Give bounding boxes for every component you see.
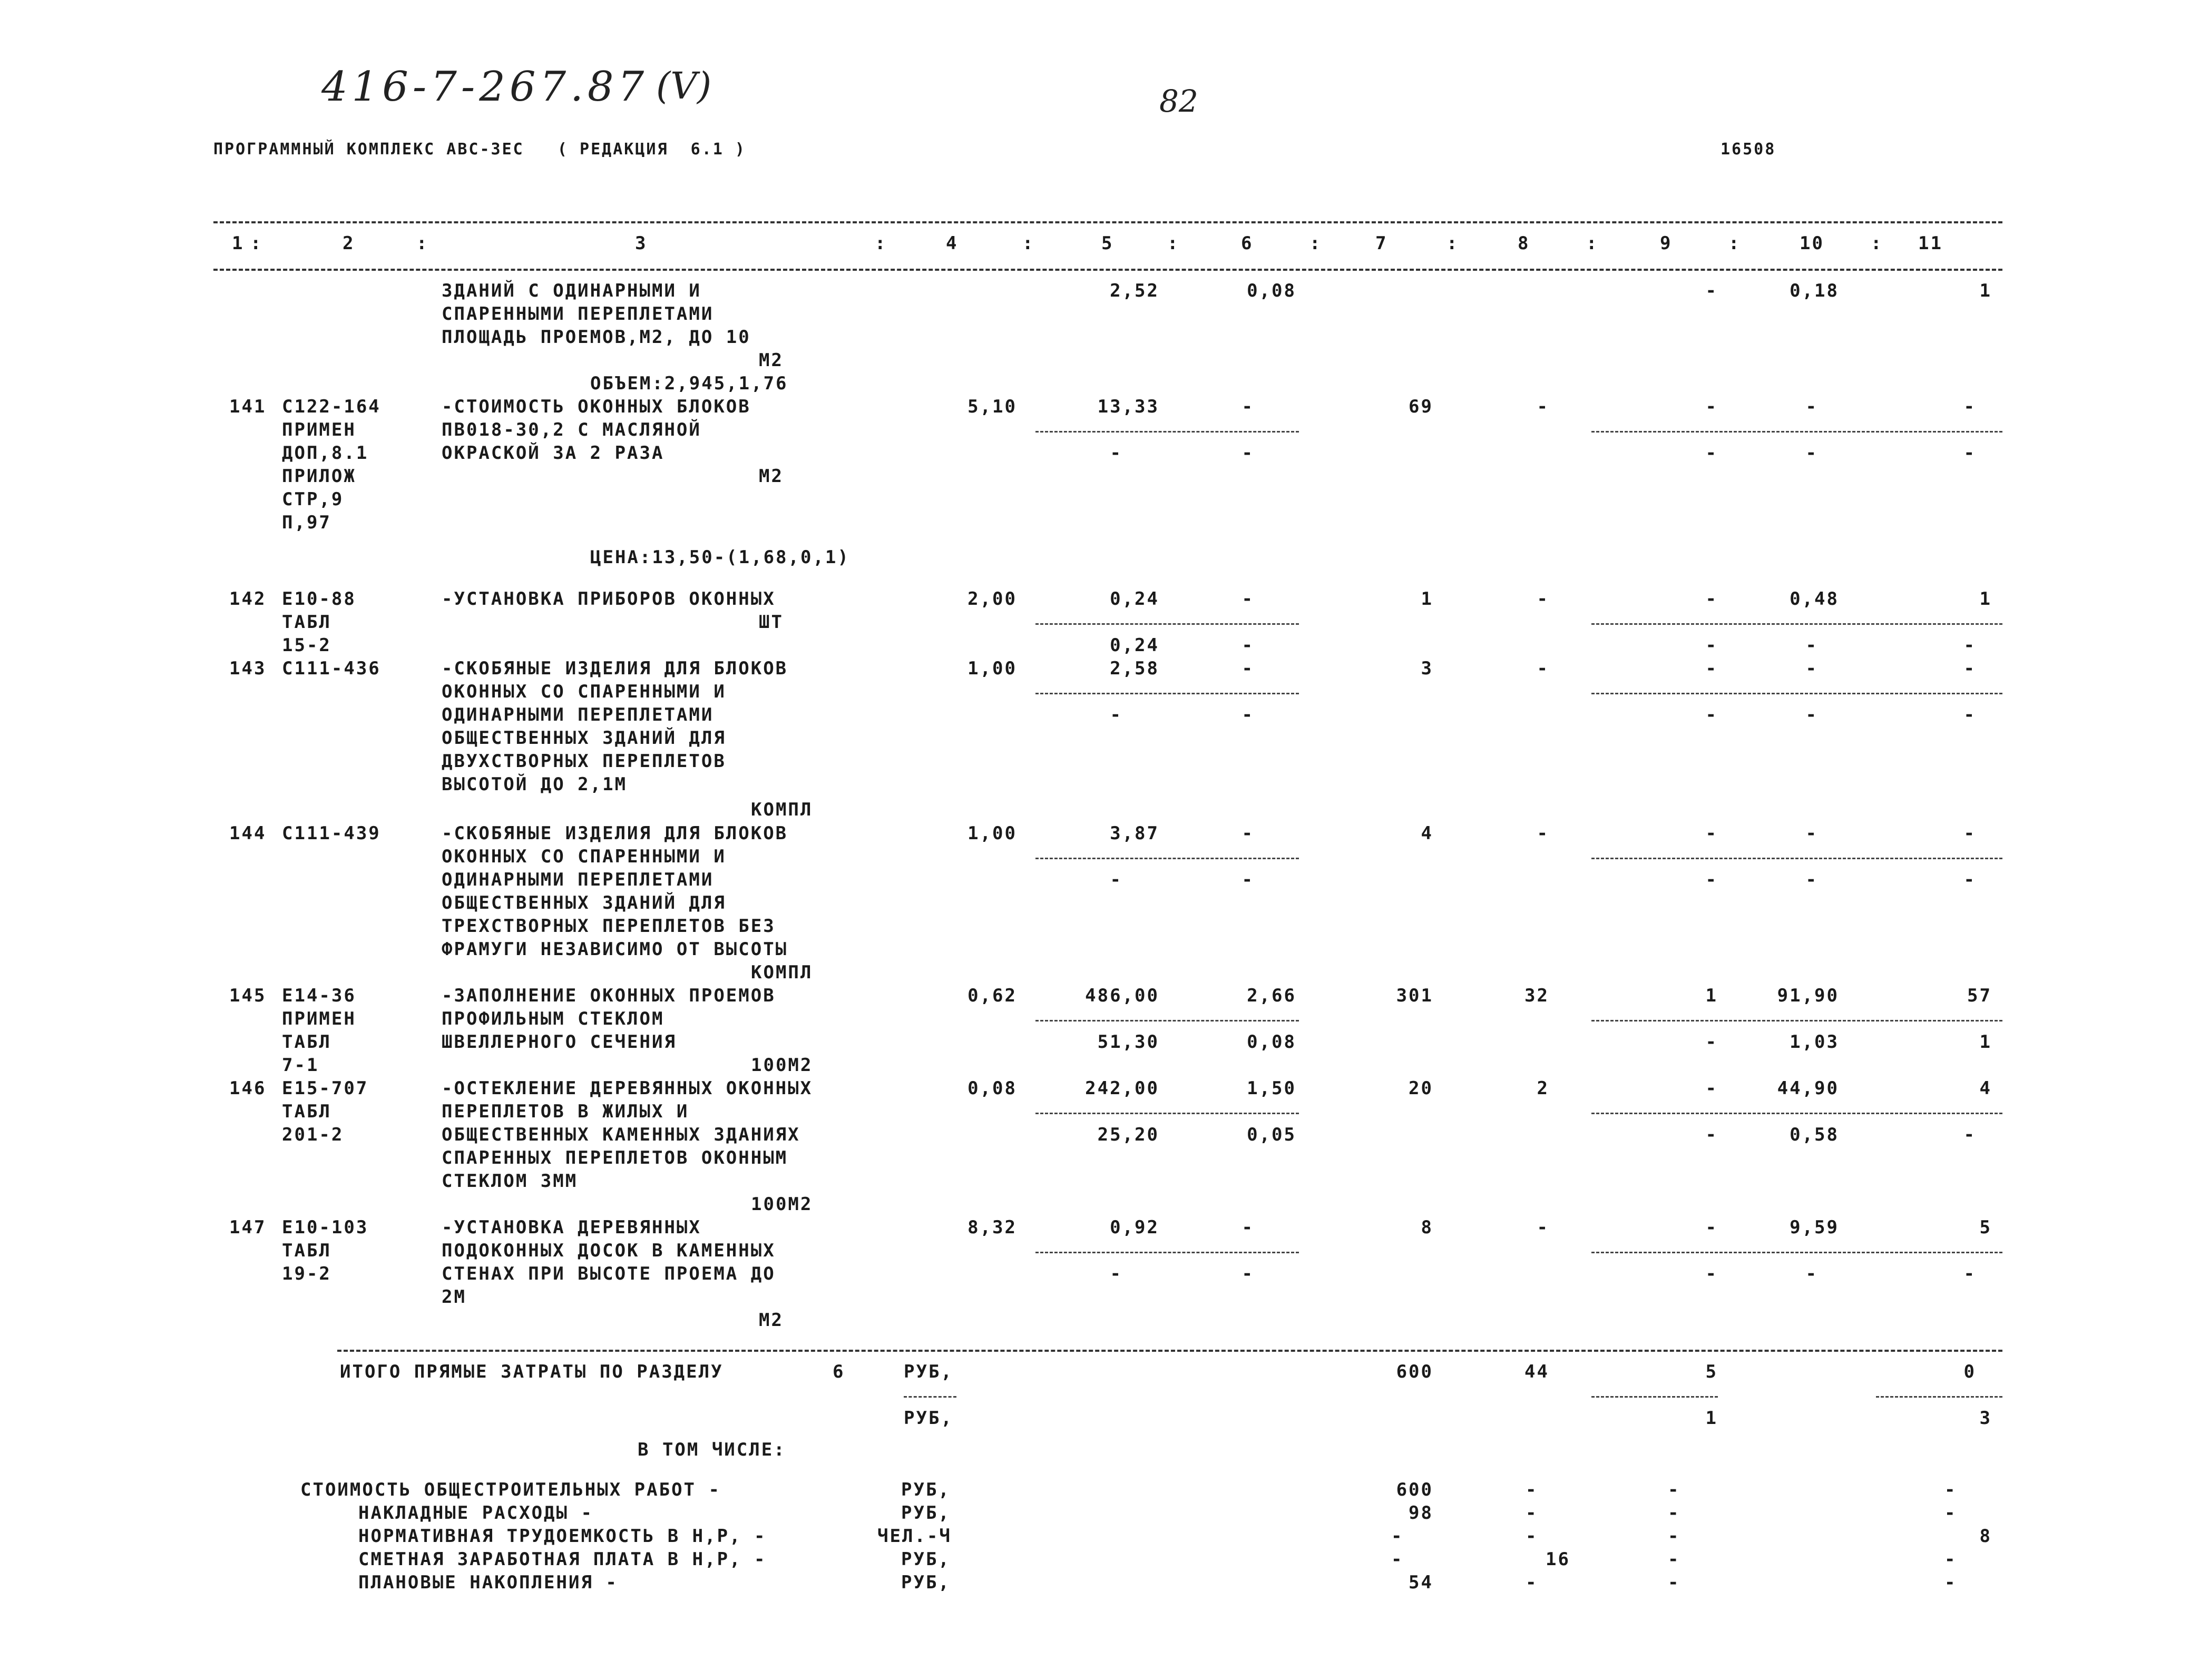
cell-c9: - [1705, 588, 1718, 610]
col-sep: : [1446, 233, 1459, 254]
unit: М2 [759, 350, 784, 371]
breakdown-c7: - [1391, 1549, 1404, 1570]
desc-line: ТРЕХСТВОРНЫХ ПЕРЕПЛЕТОВ БЕЗ [442, 916, 776, 937]
cell-c8: - [1537, 658, 1549, 679]
cell-c11-sub: - [1963, 443, 1976, 464]
code-line: ДОП,8.1 [282, 443, 369, 464]
program-title: ПРОГРАММНЫЙ КОМПЛЕКС АВС-3ЕС ( РЕДАКЦИЯ 6.1 ) [213, 140, 746, 159]
code-line: ПРИЛОЖ [282, 466, 356, 487]
cell-c6: - [1242, 1217, 1254, 1238]
cell-c7: 1 [1421, 588, 1433, 610]
cell-c11-sub: - [1963, 1124, 1976, 1145]
unit: КОМПЛ [751, 799, 813, 820]
cell-c10-sub: - [1805, 704, 1818, 725]
cell-c10-sub: - [1805, 869, 1818, 890]
split-rule [1591, 858, 2002, 859]
cell-c5-sub: - [1110, 869, 1122, 890]
cell-c6-sub: 0,08 [1247, 1031, 1296, 1053]
col-num-1: 1 [232, 233, 245, 254]
cell-c5-sub: 0,24 [1110, 635, 1159, 656]
volume-note: ОБЪЕМ:2,945,1,76 [590, 373, 788, 394]
cell-c5-sub: 25,20 [1097, 1124, 1159, 1145]
cell-c7: 301 [1396, 985, 1433, 1006]
cell-c7: 8 [1421, 1217, 1433, 1238]
cell-c9-sub: - [1705, 443, 1718, 464]
cell-c11: 4 [1979, 1078, 1992, 1099]
split-rule [1035, 1113, 1299, 1114]
row-number: 147 [229, 1217, 267, 1238]
breakdown-c8: - [1526, 1479, 1538, 1500]
code-line: ТАБЛ [282, 612, 331, 633]
code-line: П,97 [282, 512, 331, 533]
cell-c10: 91,90 [1777, 985, 1839, 1006]
cell-c9: - [1705, 1217, 1718, 1238]
code-line: ПРИМЕН [282, 419, 356, 440]
cell-c10: 0,48 [1790, 588, 1839, 610]
desc-line: ЗДАНИЙ С ОДИНАРНЫМИ И [442, 280, 701, 301]
cell-c11-sub: - [1963, 869, 1976, 890]
breakdown-c11: - [1944, 1479, 1957, 1500]
breakdown-label: ПЛАНОВЫЕ НАКОПЛЕНИЯ - [358, 1572, 618, 1593]
split-rule [1035, 623, 1299, 625]
cell-c10-sub: 1,03 [1790, 1031, 1839, 1053]
cell-c6-sub: - [1242, 443, 1254, 464]
col-sep: : [1871, 233, 1883, 254]
desc-line: СПАРЕННЫХ ПЕРЕПЛЕТОВ ОКОННЫМ [442, 1147, 788, 1168]
split-rule [1591, 431, 2002, 433]
split-rule [1035, 1252, 1299, 1253]
unit: 100М2 [751, 1194, 813, 1215]
cell-c5: 242,00 [1085, 1078, 1159, 1099]
cell-c11-sub: - [1963, 704, 1976, 725]
cell-c8: - [1537, 823, 1549, 844]
desc-line: ВЫСОТОЙ ДО 2,1М [442, 774, 628, 795]
totals-section: 6 [833, 1361, 845, 1382]
cell-c11: 5 [1979, 1217, 1992, 1238]
desc-line: ПРОФИЛЬНЫМ СТЕКЛОМ [442, 1008, 664, 1029]
code-line: Е15-707 [282, 1078, 369, 1099]
desc-line: ПЛОЩАДЬ ПРОЕМОВ,М2, ДО 10 [442, 327, 751, 348]
code-line: СТР,9 [282, 489, 344, 510]
row-number: 141 [229, 396, 267, 417]
cell-c11-sub: 1 [1979, 1031, 1992, 1053]
cell-c11: - [1963, 658, 1976, 679]
cell-c5-sub: - [1110, 1263, 1122, 1284]
breakdown-unit: РУБ, [901, 1502, 951, 1524]
breakdown-c9: - [1668, 1502, 1680, 1524]
code-line: ТАБЛ [282, 1031, 331, 1053]
breakdown-c9: - [1668, 1572, 1680, 1593]
col-num-6: 6 [1241, 233, 1254, 254]
desc-line: ОБЩЕСТВЕННЫХ ЗДАНИЙ ДЛЯ [442, 892, 726, 913]
split-rule [1591, 1113, 2002, 1114]
cell-c11: 1 [1979, 280, 1992, 301]
cell-c5: 13,33 [1097, 396, 1159, 417]
cell-c9-sub: - [1705, 1263, 1718, 1284]
desc-line: -УСТАНОВКА ДЕРЕВЯННЫХ [442, 1217, 701, 1238]
row-number: 145 [229, 985, 267, 1006]
desc-line: СПАРЕННЫМИ ПЕРЕПЛЕТАМИ [442, 303, 714, 325]
cell-c11-sub: - [1963, 635, 1976, 656]
cell-c6: - [1242, 396, 1254, 417]
split-rule [1591, 693, 2002, 694]
desc-line: ФРАМУГИ НЕЗАВИСИМО ОТ ВЫСОТЫ [442, 939, 788, 960]
cell-c11: 1 [1979, 588, 1992, 610]
code-line: 7-1 [282, 1055, 319, 1076]
cell-c10: 9,59 [1790, 1217, 1839, 1238]
cell-c5-sub: 51,30 [1097, 1031, 1159, 1053]
code-line: ТАБЛ [282, 1240, 331, 1261]
cell-c11: - [1963, 396, 1976, 417]
totals-label: ИТОГО ПРЯМЫЕ ЗАТРАТЫ ПО РАЗДЕЛУ [340, 1361, 724, 1382]
cell-c9-sub: - [1705, 704, 1718, 725]
col-sep: : [1586, 233, 1599, 254]
cell-c6-sub: - [1242, 1263, 1254, 1284]
unit: КОМПЛ [751, 962, 813, 983]
cell-c5: 2,52 [1110, 280, 1159, 301]
breakdown-c8: - [1526, 1526, 1538, 1547]
desc-line: СТЕНАХ ПРИ ВЫСОТЕ ПРОЕМА ДО [442, 1263, 776, 1284]
cell-c8: - [1537, 1217, 1549, 1238]
cell-c9-sub: - [1705, 1124, 1718, 1145]
split-rule [1035, 431, 1299, 433]
code-line: С122-164 [282, 396, 381, 417]
cell-c11: 57 [1967, 985, 1992, 1006]
row-number: 146 [229, 1078, 267, 1099]
code-line: С111-436 [282, 658, 381, 679]
col-num-10: 10 [1800, 233, 1824, 254]
cell-c11: - [1963, 823, 1976, 844]
totals-currency: РУБ, [904, 1361, 953, 1382]
desc-line: ШВЕЛЛЕРНОГО СЕЧЕНИЯ [442, 1031, 677, 1053]
cell-c8: - [1537, 588, 1549, 610]
cell-c7: 3 [1421, 658, 1433, 679]
col-sep: : [1022, 233, 1035, 254]
col-sep: : [1728, 233, 1741, 254]
cell-c6: - [1242, 658, 1254, 679]
row-number: 143 [229, 658, 267, 679]
desc-line: ОБЩЕСТВЕННЫХ ЗДАНИЙ ДЛЯ [442, 728, 726, 749]
cell-c9: - [1705, 658, 1718, 679]
cell-c9: - [1705, 823, 1718, 844]
code-line: ПРИМЕН [282, 1008, 356, 1029]
breakdown-c7: - [1391, 1526, 1404, 1547]
split-rule [1035, 858, 1299, 859]
cell-c6-sub: 0,05 [1247, 1124, 1296, 1145]
price-note: ЦЕНА:13,50-(1,68,0,1) [590, 547, 850, 568]
breakdown-c9: - [1668, 1526, 1680, 1547]
breakdown-c11: 8 [1979, 1526, 1992, 1547]
cell-c10-sub: 0,58 [1790, 1124, 1839, 1145]
desc-line: ОДИНАРНЫМИ ПЕРЕПЛЕТАМИ [442, 869, 714, 890]
cell-c4: 0,62 [967, 985, 1017, 1006]
cell-c10: - [1805, 823, 1818, 844]
col-sep: : [250, 233, 263, 254]
breakdown-unit: РУБ, [901, 1549, 951, 1570]
col-num-8: 8 [1518, 233, 1530, 254]
cell-c10-sub: - [1805, 443, 1818, 464]
code-line: 201-2 [282, 1124, 344, 1145]
desc-line: ПЕРЕПЛЕТОВ В ЖИЛЫХ И [442, 1101, 689, 1122]
totals-c9: 5 [1705, 1361, 1718, 1382]
desc-line: СТЕКЛОМ 3ММ [442, 1171, 578, 1192]
desc-line: ОКРАСКОЙ ЗА 2 РАЗА [442, 443, 664, 464]
breakdown-unit: ЧЕЛ.-Ч [877, 1526, 952, 1547]
code-line: ТАБЛ [282, 1101, 331, 1122]
cell-c5: 0,92 [1110, 1217, 1159, 1238]
cell-c9: - [1705, 1078, 1718, 1099]
cell-c6: - [1242, 588, 1254, 610]
breakdown-c7: 600 [1396, 1479, 1433, 1500]
desc-line: ПОДОКОННЫХ ДОСОК В КАМЕННЫХ [442, 1240, 776, 1261]
cell-c7: 69 [1409, 396, 1433, 417]
breakdown-label: СТОИМОСТЬ ОБЩЕСТРОИТЕЛЬНЫХ РАБОТ - [300, 1479, 721, 1500]
doc-id: 16508 [1721, 140, 1776, 159]
cell-c10: - [1805, 658, 1818, 679]
totals-c11: 0 [1963, 1361, 1976, 1382]
desc-line: ДВУХСТВОРНЫХ ПЕРЕПЛЕТОВ [442, 751, 726, 772]
header-rule-top [213, 221, 2002, 223]
col-sep: : [416, 233, 429, 254]
desc-line: -ЗАПОЛНЕНИЕ ОКОННЫХ ПРОЕМОВ [442, 985, 776, 1006]
breakdown-unit: РУБ, [901, 1479, 951, 1500]
cell-c4: 1,00 [967, 823, 1017, 844]
volume-mark: (V) [656, 64, 712, 107]
split-rule [1591, 1020, 2002, 1021]
cell-c9: - [1705, 396, 1718, 417]
col-num-11: 11 [1918, 233, 1943, 254]
col-num-3: 3 [635, 233, 648, 254]
col-num-2: 2 [343, 233, 355, 254]
unit: ШТ [759, 612, 784, 633]
cell-c10-sub: - [1805, 1263, 1818, 1284]
col-num-7: 7 [1375, 233, 1388, 254]
cell-c4: 1,00 [967, 658, 1017, 679]
split-rule [904, 1396, 956, 1398]
desc-line: -СТОИМОСТЬ ОКОННЫХ БЛОКОВ [442, 396, 751, 417]
split-rule [1591, 1396, 1718, 1398]
code-line: Е10-103 [282, 1217, 369, 1238]
code-line: С111-439 [282, 823, 381, 844]
col-num-4: 4 [946, 233, 959, 254]
totals-currency: РУБ, [904, 1408, 953, 1429]
cell-c11-sub: - [1963, 1263, 1976, 1284]
desc-line: ОКОННЫХ СО СПАРЕННЫМИ И [442, 846, 726, 867]
breakdown-c11: - [1944, 1502, 1957, 1524]
cell-c6-sub: - [1242, 704, 1254, 725]
cell-c4: 2,00 [967, 588, 1017, 610]
unit: 100М2 [751, 1055, 813, 1076]
breakdown-c8: - [1526, 1502, 1538, 1524]
cell-c9-sub: - [1705, 1031, 1718, 1053]
split-rule [1035, 693, 1299, 694]
cell-c8: 32 [1524, 985, 1549, 1006]
cell-c9-sub: - [1705, 869, 1718, 890]
cell-c5: 0,24 [1110, 588, 1159, 610]
cell-c9-sub: - [1705, 635, 1718, 656]
code-line: Е10-88 [282, 588, 356, 610]
cell-c6: - [1242, 823, 1254, 844]
col-num-9: 9 [1660, 233, 1673, 254]
desc-line: 2М [442, 1286, 466, 1308]
desc-line: -УСТАНОВКА ПРИБОРОВ ОКОННЫХ [442, 588, 776, 610]
cell-c5: 3,87 [1110, 823, 1159, 844]
breakdown-label: НОРМАТИВНАЯ ТРУДОЕМКОСТЬ В Н,Р, - [358, 1526, 767, 1547]
doc-code: 416-7-267.87 [321, 63, 649, 111]
unit: М2 [759, 466, 784, 487]
cell-c5: 2,58 [1110, 658, 1159, 679]
cell-c9: - [1705, 280, 1718, 301]
totals-c7: 600 [1396, 1361, 1433, 1382]
breakdown-c8: 16 [1546, 1549, 1570, 1570]
breakdown-c7: 54 [1409, 1572, 1433, 1593]
totals-c8: 44 [1524, 1361, 1549, 1382]
split-rule [1591, 1252, 2002, 1253]
split-rule [1876, 1396, 2002, 1398]
cell-c5-sub: - [1110, 704, 1122, 725]
cell-c5: 486,00 [1085, 985, 1159, 1006]
breakdown-c8: - [1526, 1572, 1538, 1593]
breakdown-c9: - [1668, 1549, 1680, 1570]
cell-c6-sub: - [1242, 869, 1254, 890]
col-sep: : [1309, 233, 1322, 254]
cell-c10: 44,90 [1777, 1078, 1839, 1099]
desc-line: ПВ018-30,2 С МАСЛЯНОЙ [442, 419, 701, 440]
desc-line: ОДИНАРНЫМИ ПЕРЕПЛЕТАМИ [442, 704, 714, 725]
desc-line: -СКОБЯНЫЕ ИЗДЕЛИЯ ДЛЯ БЛОКОВ [442, 823, 788, 844]
desc-line: ОКОННЫХ СО СПАРЕННЫМИ И [442, 681, 726, 702]
totals-c11-sub: 3 [1979, 1408, 1992, 1429]
cell-c5-sub: - [1110, 443, 1122, 464]
row-number: 144 [229, 823, 267, 844]
cell-c6: 2,66 [1247, 985, 1296, 1006]
cell-c10: 0,18 [1790, 280, 1839, 301]
breakdown-label: СМЕТНАЯ ЗАРАБОТНАЯ ПЛАТА В Н,Р, - [358, 1549, 767, 1570]
row-number: 142 [229, 588, 267, 610]
cell-c9: 1 [1705, 985, 1718, 1006]
unit: М2 [759, 1310, 784, 1331]
incl-label: В ТОМ ЧИСЛЕ: [638, 1439, 786, 1460]
totals-rule [337, 1350, 2002, 1352]
breakdown-c9: - [1668, 1479, 1680, 1500]
cell-c6-sub: - [1242, 635, 1254, 656]
code-line: 19-2 [282, 1263, 331, 1284]
breakdown-label: НАКЛАДНЫЕ РАСХОДЫ - [358, 1502, 593, 1524]
breakdown-c11: - [1944, 1549, 1957, 1570]
cell-c8: 2 [1537, 1078, 1549, 1099]
col-sep: : [1167, 233, 1180, 254]
cell-c4: 0,08 [967, 1078, 1017, 1099]
desc-line: ОБЩЕСТВЕННЫХ КАМЕННЫХ ЗДАНИЯХ [442, 1124, 800, 1145]
cell-c10: - [1805, 396, 1818, 417]
cell-c6: 0,08 [1247, 280, 1296, 301]
desc-line: -СКОБЯНЫЕ ИЗДЕЛИЯ ДЛЯ БЛОКОВ [442, 658, 788, 679]
col-num-5: 5 [1101, 233, 1114, 254]
cell-c6: 1,50 [1247, 1078, 1296, 1099]
cell-c4: 8,32 [967, 1217, 1017, 1238]
cell-c10-sub: - [1805, 635, 1818, 656]
col-sep: : [875, 233, 887, 254]
page-number: 82 [1159, 83, 1198, 119]
split-rule [1591, 623, 2002, 625]
cell-c7: 20 [1409, 1078, 1433, 1099]
cell-c4: 5,10 [967, 396, 1017, 417]
cell-c8: - [1537, 396, 1549, 417]
header-rule-bottom [213, 269, 2002, 271]
code-line: Е14-36 [282, 985, 356, 1006]
breakdown-unit: РУБ, [901, 1572, 951, 1593]
cell-c7: 4 [1421, 823, 1433, 844]
breakdown-c7: 98 [1409, 1502, 1433, 1524]
split-rule [1035, 1020, 1299, 1021]
desc-line: -ОСТЕКЛЕНИЕ ДЕРЕВЯННЫХ ОКОННЫХ [442, 1078, 813, 1099]
breakdown-c11: - [1944, 1572, 1957, 1593]
code-line: 15-2 [282, 635, 331, 656]
totals-c9-sub: 1 [1705, 1408, 1718, 1429]
